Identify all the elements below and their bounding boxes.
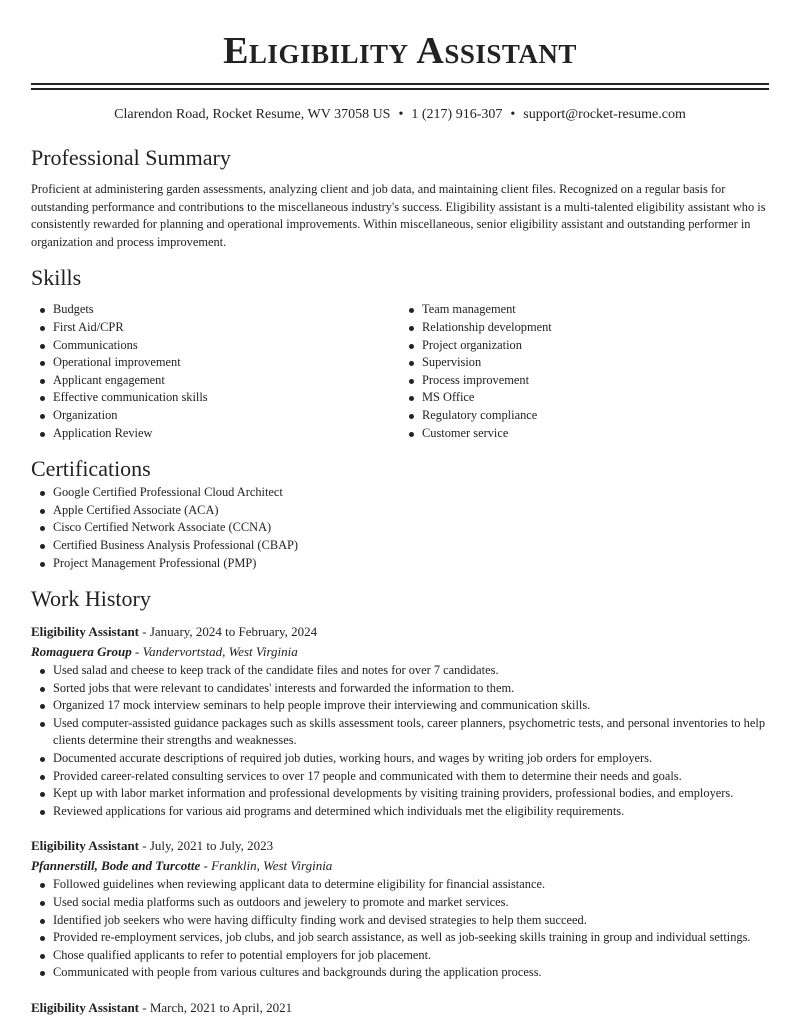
- skill-item: Communications: [53, 337, 400, 355]
- job-duty-item: Used computer-assisted guidance packages such as skills assessment tools, career planners, psychometric tests, and personal inventories to help clients determine their strengths and weaknesses.: [53, 715, 769, 750]
- skills-section: [31, 263, 769, 442]
- job-duty-item: Identified job seekers who were having difficulty finding work and devised strategies to help them succeed.: [53, 912, 769, 930]
- skill-item: Project organization: [422, 337, 769, 355]
- skill-item: Organization: [53, 407, 400, 425]
- certification-item: Cisco Certified Network Associate (CCNA): [53, 519, 769, 537]
- contact-separator: •: [398, 107, 404, 122]
- job-company: Pfannerstill, Bode and Turcotte: [31, 858, 201, 874]
- skills-grid: [31, 301, 769, 442]
- job-duty-item: Communicated with people from various cultures and backgrounds during the application process.: [53, 964, 769, 982]
- job-duty-item: Provided re-employment services, job clubs, and job search assistance, as well as job-seeking skills training in group and individual settings.: [53, 929, 769, 947]
- job-company: Romaguera Group: [31, 644, 132, 660]
- job-role: Eligibility Assistant: [31, 838, 139, 854]
- contact-line: [0, 105, 800, 125]
- summary-text: Proficient at administering garden assessments, analyzing client and job data, and maintaining client files. Recognized on a regular basis for outstanding performance and contributions to the miscellaneous industry's success. Eligibility assistant is a multi-talented eligibility assistant who is consistently rewarded for planning and operational improvements. Within miscellaneous, senior eligibility assistant and outstanding performer in organization and process improvement.: [31, 182, 766, 249]
- job-organization: Romaguera Group - Vandervortstad, West Virginia: [31, 644, 298, 660]
- skills-left-column: [31, 301, 400, 442]
- work-history-section: [31, 584, 769, 1018]
- job-duty-item: Followed guidelines when reviewing applicant data to determine eligibility for financial assistance.: [53, 876, 769, 894]
- skill-item: Operational improvement: [53, 354, 400, 372]
- jobs-list: [31, 622, 769, 1018]
- job-dates: March, 2021 to April, 2021: [149, 1000, 293, 1015]
- certifications-title: Certifications: [31, 456, 151, 482]
- skill-item: Application Review: [53, 425, 400, 443]
- job-duty-item: Used salad and cheese to keep track of the candidate files and notes for over 7 candidates.: [53, 662, 769, 680]
- job-duties-list: [31, 662, 769, 820]
- skills-right-column: [400, 301, 769, 442]
- contact-address: Clarendon Road, Rocket Resume, WV 37058 US: [114, 107, 391, 122]
- resume-name: Eligibility Assistant: [223, 30, 577, 72]
- job-duty-item: Used social media platforms such as outdoors and jewelery to promote and market services.: [53, 894, 769, 912]
- job-duty-item: Organized 17 mock interview seminars to help people improve their interviewing and communication skills.: [53, 697, 769, 715]
- certifications-list: [31, 484, 769, 572]
- job-header: Eligibility Assistant - January, 2024 to February, 2024: [31, 624, 318, 640]
- skill-item: MS Office: [422, 389, 769, 407]
- job-dates: July, 2021 to July, 2023: [149, 838, 274, 854]
- skill-item: Regulatory compliance: [422, 407, 769, 425]
- job-header: Eligibility Assistant - March, 2021 to April, 2021: [31, 1000, 293, 1015]
- skill-item: Process improvement: [422, 372, 769, 390]
- job-duties-list: [31, 876, 769, 982]
- job-header: Eligibility Assistant - July, 2021 to July, 2023: [31, 838, 274, 854]
- contact-email[interactable]: support@rocket-resume.com: [523, 107, 686, 122]
- skill-item: First Aid/CPR: [53, 319, 400, 337]
- job-organization: Pfannerstill, Bode and Turcotte - Franklin, West Virginia: [31, 858, 333, 874]
- job-location: Vandervortstad, West Virginia: [142, 644, 298, 660]
- job-duty-item: Sorted jobs that were relevant to candidates' interests and forwarded the information to them.: [53, 680, 769, 698]
- skill-item: Customer service: [422, 425, 769, 443]
- job-role: Eligibility Assistant: [31, 1000, 139, 1015]
- job-duty-item: Reviewed applications for various aid programs and determined which individuals met the eligibility requirements.: [53, 803, 769, 821]
- work-history-title: Work History: [31, 586, 151, 612]
- job-duty-item: Documented accurate descriptions of required job duties, working hours, and wages by writing job orders for employers.: [53, 750, 769, 768]
- job-entry: [31, 998, 769, 1018]
- header-rule: [31, 83, 769, 90]
- job-entry: [31, 622, 769, 820]
- job-dates: January, 2024 to February, 2024: [149, 624, 318, 640]
- job-duty-item: Chose qualified applicants to refer to potential employers for job placement.: [53, 947, 769, 965]
- skill-item: Team management: [422, 301, 769, 319]
- summary-section: [31, 143, 769, 251]
- certification-item: Certified Business Analysis Professional (CBAP): [53, 537, 769, 555]
- contact-phone: 1 (217) 916-307: [411, 107, 503, 122]
- job-entry: [31, 836, 769, 982]
- certification-item: Google Certified Professional Cloud Architect: [53, 484, 769, 502]
- skill-item: Effective communication skills: [53, 389, 400, 407]
- job-duty-item: Kept up with labor market information and professional developments by visiting training providers, professional bodies, and employers.: [53, 785, 769, 803]
- certification-item: Project Management Professional (PMP): [53, 555, 769, 573]
- certification-item: Apple Certified Associate (ACA): [53, 502, 769, 520]
- skill-item: Supervision: [422, 354, 769, 372]
- job-location: Franklin, West Virginia: [211, 858, 333, 874]
- skill-item: Budgets: [53, 301, 400, 319]
- job-role: Eligibility Assistant: [31, 624, 139, 640]
- certifications-section: [31, 454, 769, 572]
- skills-title: Skills: [31, 265, 82, 291]
- skill-item: Applicant engagement: [53, 372, 400, 390]
- summary-title: Professional Summary: [31, 145, 231, 170]
- job-duty-item: Provided career-related consulting services to over 17 people and communicated with them to determine their needs and goals.: [53, 768, 769, 786]
- skill-item: Relationship development: [422, 319, 769, 337]
- contact-separator: •: [510, 107, 516, 122]
